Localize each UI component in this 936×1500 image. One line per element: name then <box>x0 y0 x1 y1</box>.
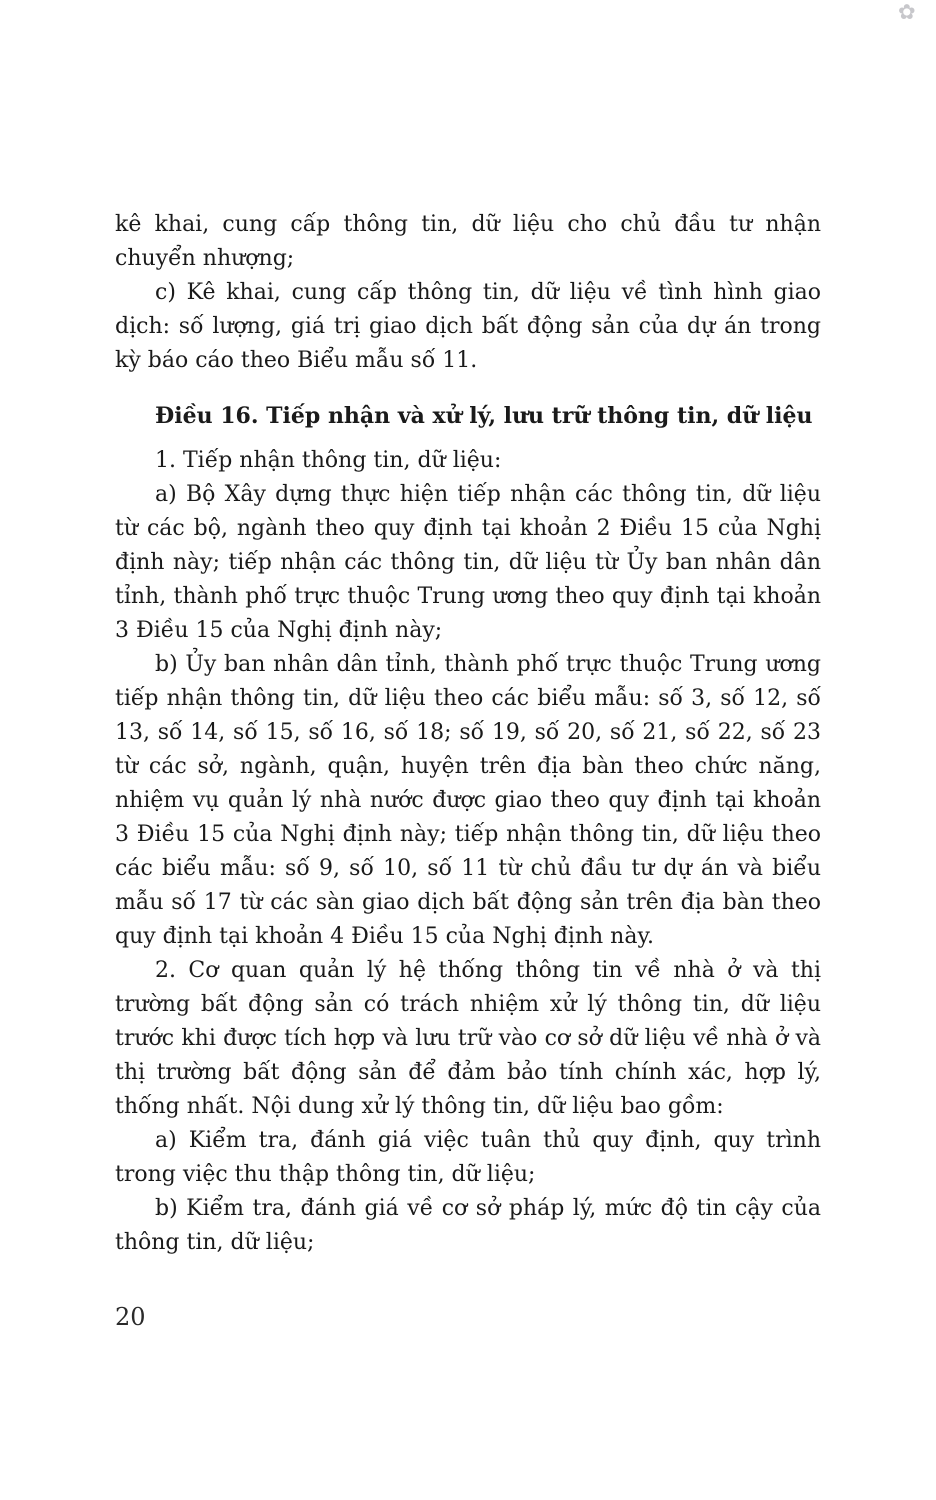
paragraph-clause-1a: a) Bộ Xây dựng thực hiện tiếp nhận các thông tin, dữ liệu từ các bộ, ngành theo quy định tại khoản 2 Điều 15 của Nghị định này; tiếp nhận các thông tin, dữ liệu từ Ủy ban nhân dân tỉnh, thành phố trực thuộc Trung ương theo quy định tại khoản 3 Điều 15 của Nghị định này; <box>115 482 821 643</box>
paragraph-clause-1b: b) Ủy ban nhân dân tỉnh, thành phố trực thuộc Trung ương tiếp nhận thông tin, dữ liệu theo các biểu mẫu: số 3, số 12, số 13, số 14, số 15, số 16, số 18; số 19, số 20, số 21, số 22, số 23 từ các sở, ngành, quận, huyện trên địa bàn theo chức năng, nhiệm vụ quản lý nhà nước được giao theo quy định tại khoản 3 Điều 15 của Nghị định này; tiếp nhận thông tin, dữ liệu theo các biểu mẫu: số 9, số 10, số 11 từ chủ đầu tư dự án và biểu mẫu số 17 từ các sàn giao dịch bất động sản trên địa bàn theo quy định tại khoản 4 Điều 15 của Nghị định này. <box>115 652 821 949</box>
page-number: 20 <box>115 1303 146 1331</box>
florette-icon: ✿ <box>898 0 916 24</box>
paragraph-clause-2a: a) Kiểm tra, đánh giá việc tuân thủ quy định, quy trình trong việc thu thập thông tin, dữ liệu; <box>115 1128 821 1187</box>
paragraph-clause-1: 1. Tiếp nhận thông tin, dữ liệu: <box>155 448 502 473</box>
paragraph-clause-2: 2. Cơ quan quản lý hệ thống thông tin về nhà ở và thị trường bất động sản có trách nhiệm xử lý thông tin, dữ liệu trước khi được tích hợp và lưu trữ vào cơ sở dữ liệu về nhà ở và thị trường bất động sản để đảm bảo tính chính xác, hợp lý, thống nhất. Nội dung xử lý thông tin, dữ liệu bao gồm: <box>115 958 821 1119</box>
article-heading: Điều 16. Tiếp nhận và xử lý, lưu trữ thông tin, dữ liệu <box>155 403 813 429</box>
paragraph-clause-2b: b) Kiểm tra, đánh giá về cơ sở pháp lý, mức độ tin cậy của thông tin, dữ liệu; <box>115 1196 821 1255</box>
page-body-text <box>115 208 821 1260</box>
paragraph-item-c: c) Kê khai, cung cấp thông tin, dữ liệu về tình hình giao dịch: số lượng, giá trị giao dịch bất động sản của dự án trong kỳ báo cáo theo Biểu mẫu số 11. <box>115 280 821 373</box>
paragraph-continuation: kê khai, cung cấp thông tin, dữ liệu cho chủ đầu tư nhận chuyển nhượng; <box>115 212 821 271</box>
